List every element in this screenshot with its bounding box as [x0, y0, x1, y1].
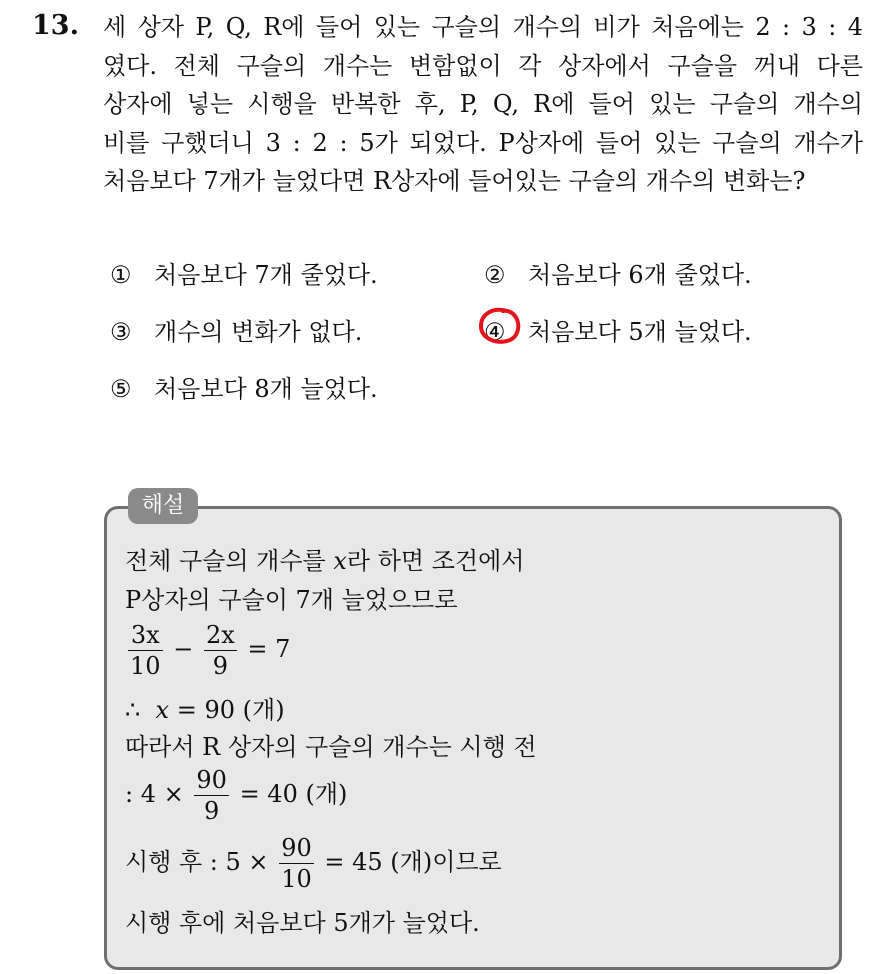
question-line: 비를 구했더니 3 : 2 : 5가 되었다. P상자에 들어 있는 구슬의 개수가: [103, 128, 863, 157]
question-line: 처음보다 7개가 늘었다면 R상자에 들어있는 구슬의 개수의 변화는?: [103, 167, 806, 195]
fraction: [194, 765, 229, 826]
choice-number: ②: [484, 261, 506, 289]
fraction: [128, 620, 163, 681]
denominator: 9: [194, 795, 229, 826]
therefore-symbol: ∴: [125, 696, 141, 724]
denominator: 9: [204, 650, 237, 681]
numerator: 3x: [130, 621, 160, 649]
fraction: [279, 833, 314, 894]
equation-rhs: = 7: [247, 635, 291, 663]
solution-conclusion: 시행 후에 처음보다 5개가 늘었다.: [125, 909, 480, 937]
solution-result: [125, 690, 285, 725]
choice-3[interactable]: [110, 312, 362, 347]
solution-text: 시행 후 : 5 ×: [125, 848, 269, 876]
choice-4[interactable]: [484, 312, 752, 347]
choice-number: ③: [110, 318, 132, 346]
question-text: [103, 8, 863, 201]
solution-text: : 4 ×: [125, 780, 184, 808]
minus-sign: −: [173, 635, 194, 663]
question-number: 13.: [32, 10, 79, 41]
choice-text: 처음보다 8개 늘었다.: [154, 375, 378, 403]
fraction: [204, 620, 237, 681]
choice-1[interactable]: [110, 255, 378, 290]
numerator: 2x: [205, 621, 235, 649]
solution-before: [125, 765, 347, 826]
solution-text: = 40 (개): [239, 780, 348, 808]
choice-number: ⑤: [110, 375, 132, 403]
choice-text: 처음보다 7개 줄었다.: [154, 261, 378, 289]
choice-2[interactable]: [484, 255, 752, 290]
choice-number: ④: [484, 318, 506, 346]
solution-line-1: [125, 541, 524, 576]
solution-line-5: 따라서 R 상자의 구슬의 개수는 시행 전: [125, 733, 537, 761]
solution-tab-label: 해설: [128, 488, 198, 524]
solution-text: 전체 구슬의 개수를: [125, 547, 334, 575]
solution-line-2: P상자의 구슬이 7개 늘었으므로: [125, 586, 458, 614]
choice-text: 처음보다 5개 늘었다.: [528, 318, 752, 346]
question-line: 였다. 전체 구슬의 개수는 변함없이 각 상자에서 구슬을 꺼내 다른: [103, 51, 863, 80]
choice-number: ①: [110, 261, 132, 289]
solution-text: = 45 (개)이므로: [324, 848, 502, 876]
variable-x: x: [155, 696, 170, 724]
solution-equation: [125, 620, 290, 681]
solution-text: 라 하면 조건에서: [346, 547, 525, 575]
question-line: 세 상자 P, Q, R에 들어 있는 구슬의 개수의 비가 처음에는 2 : 3 : 4: [103, 13, 863, 41]
numerator: 90: [281, 834, 312, 862]
choice-text: 개수의 변화가 없다.: [154, 318, 363, 346]
denominator: 10: [130, 652, 161, 680]
answer-circle-mark: [477, 306, 523, 346]
denominator: 10: [281, 865, 312, 893]
numerator: 90: [196, 766, 227, 794]
variable-x: x: [333, 547, 347, 575]
question-line: 상자에 넣는 시행을 반복한 후, P, Q, R에 들어 있는 구슬의 개수의: [103, 90, 863, 118]
solution-after: [125, 833, 502, 894]
result-value: = 90 (개): [176, 696, 285, 724]
choice-5[interactable]: [110, 369, 378, 404]
choice-text: 처음보다 6개 줄었다.: [528, 261, 752, 289]
